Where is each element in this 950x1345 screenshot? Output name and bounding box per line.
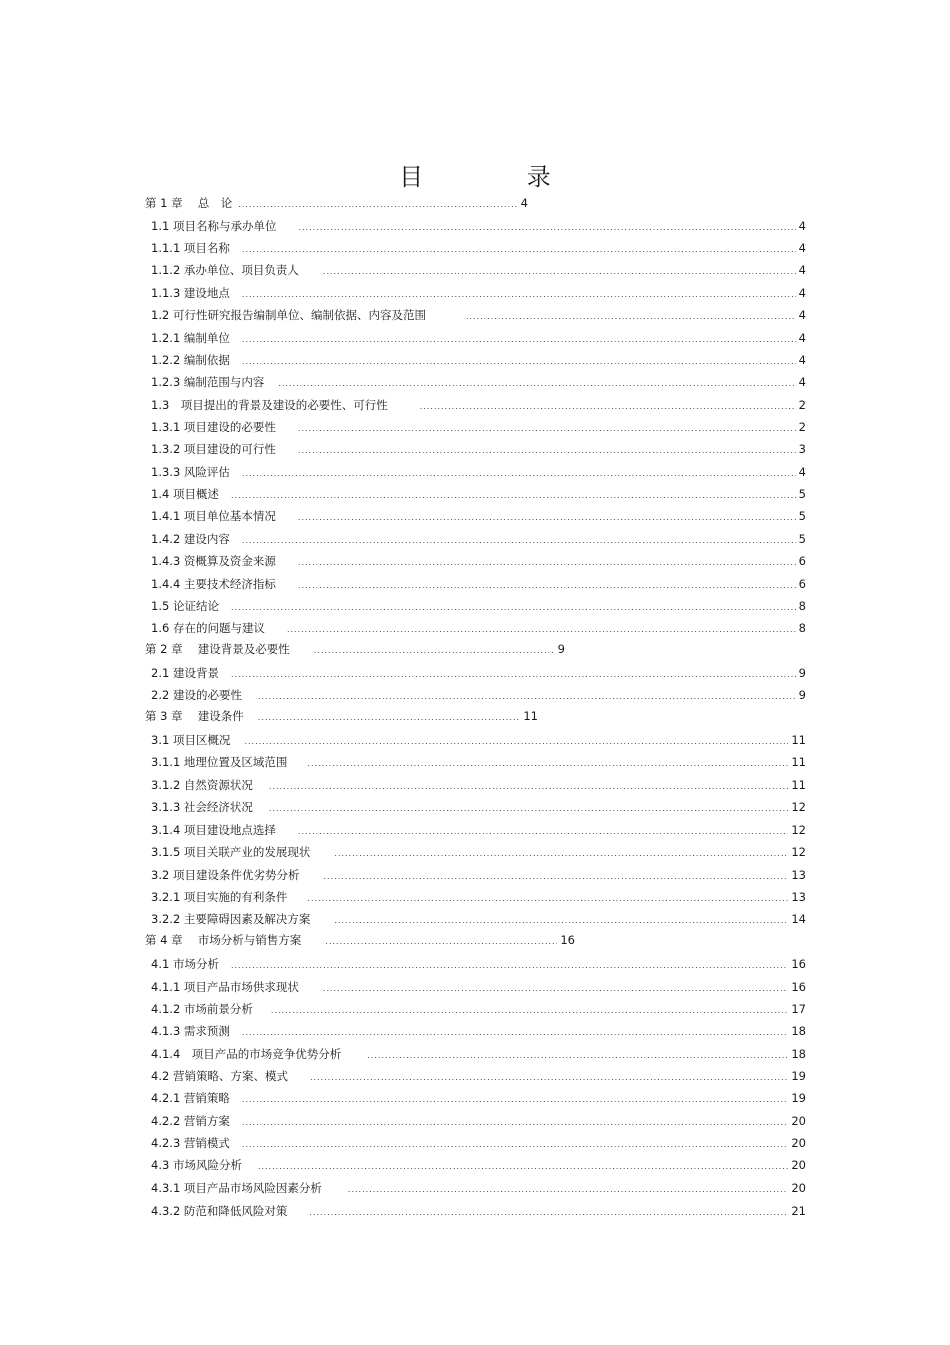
toc-section-entry[interactable] [151,1023,806,1039]
toc-entry-label: 1.6 存在的问题与建议 [151,621,265,635]
toc-page-number: 4 [520,196,528,210]
toc-entry-label: 3.1.3 社会经济状况 [151,800,253,814]
toc-entry-label: 1.2.3 编制范围与内容 [151,375,265,389]
toc-entry-label: 3.2 项目建设条件优劣势分析 [151,868,300,882]
toc-page-number: 3 [798,442,806,456]
dot-leader [271,1003,788,1017]
toc-page-number: 13 [791,890,806,904]
toc-section-entry[interactable] [151,1090,806,1106]
dot-leader [298,443,796,457]
toc-page-number: 19 [791,1091,806,1105]
toc-page-number: 14 [791,912,806,926]
dot-leader [298,220,795,234]
dot-leader [242,533,796,547]
toc-page-number: 16 [560,933,575,947]
toc-entry-label: 1.3.2 项目建设的可行性 [151,442,276,456]
toc-page-number: 9 [798,666,806,680]
toc-entry-label: 3.2.1 项目实施的有利条件 [151,890,288,904]
dot-leader [269,801,788,815]
toc-section-entry[interactable] [151,777,806,793]
toc-section-entry[interactable] [151,1046,806,1062]
toc-section-entry[interactable] [151,397,806,413]
toc-page-number: 4 [798,263,806,277]
toc-chapter-entry[interactable] [145,708,538,724]
toc-section-entry[interactable] [151,1157,806,1173]
dot-leader [298,555,796,569]
toc-section-entry[interactable] [151,531,806,547]
dot-leader [242,242,796,256]
toc-page-number: 16 [791,957,806,971]
toc-entry-label: 第 1 章 总 论 [145,196,233,210]
dot-leader [244,734,788,748]
toc-page-number: 4 [798,375,806,389]
dot-leader [323,981,788,995]
toc-page-number: 12 [791,800,806,814]
dot-leader [242,1092,788,1106]
toc-section-entry[interactable] [151,911,806,927]
toc-section-entry[interactable] [151,844,806,860]
toc-entry-label: 4.3.2 防范和降低风险对策 [151,1204,288,1218]
toc-page-number: 4 [798,241,806,255]
dot-leader [242,466,796,480]
toc-page-number: 5 [798,487,806,501]
toc-section-entry[interactable] [151,1068,806,1084]
toc-section-entry[interactable] [151,799,806,815]
toc-section-entry[interactable] [151,441,806,457]
dot-leader [466,309,796,323]
toc-entry-label: 4.1 市场分析 [151,957,219,971]
dot-leader [242,287,796,301]
toc-page-number: 9 [557,642,565,656]
toc-entry-label: 4.1.1 项目产品市场供求现状 [151,980,299,994]
toc-entry-label: 4.2.2 营销方案 [151,1114,230,1128]
toc-page-number: 6 [798,554,806,568]
toc-section-entry[interactable] [151,1203,806,1219]
toc-section-entry[interactable] [151,553,806,569]
toc-entry-label: 第 4 章 市场分析与销售方案 [145,933,302,947]
toc-section-entry[interactable] [151,262,806,278]
dot-leader [242,332,796,346]
toc-entry-label: 1.2.2 编制依据 [151,353,230,367]
toc-entry-label: 4.1.2 市场前景分析 [151,1002,253,1016]
toc-section-entry[interactable] [151,889,806,905]
dot-leader [323,869,788,883]
toc-section-entry[interactable] [151,419,806,435]
dot-leader [298,510,796,524]
toc-section-entry[interactable] [151,486,806,502]
toc-section-entry[interactable] [151,620,806,636]
toc-page-number: 4 [798,465,806,479]
toc-page-number: 2 [798,420,806,434]
dot-leader [231,667,796,681]
toc-entry-label: 4.2 营销策略、方案、模式 [151,1069,288,1083]
toc-entry-label: 1.4.2 建设内容 [151,532,230,546]
toc-page-number: 11 [523,709,538,723]
toc-entry-label: 1.3.1 项目建设的必要性 [151,420,276,434]
dot-leader [323,264,796,278]
toc-page-number: 8 [798,599,806,613]
toc-section-entry[interactable] [151,218,806,234]
dot-leader [307,756,788,770]
toc-page-number: 4 [798,331,806,345]
dot-leader [298,421,796,435]
toc-page-number: 21 [791,1204,806,1218]
dot-leader [334,846,788,860]
toc-entry-label: 4.3.1 项目产品市场风险因素分析 [151,1181,322,1195]
dot-leader [309,1205,788,1219]
toc-section-entry[interactable] [151,956,806,972]
toc-page-number: 5 [798,532,806,546]
toc-entry-label: 1.1 项目名称与承办单位 [151,219,277,233]
toc-section-entry[interactable] [151,1113,806,1129]
toc-entry-label: 1.4.3 资概算及资金来源 [151,554,276,568]
toc-page-number: 11 [791,778,806,792]
dot-leader [314,643,555,657]
toc-page-number: 18 [791,1024,806,1038]
dot-leader [367,1048,788,1062]
toc-section-entry[interactable] [151,822,806,838]
dot-leader [269,779,788,793]
dot-leader [238,197,517,211]
toc-page-number: 20 [791,1181,806,1195]
toc-entry-label: 1.3.3 风险评估 [151,465,230,479]
dot-leader [242,1115,788,1129]
toc-section-entry[interactable] [151,1001,806,1017]
toc-chapter-entry[interactable] [145,195,528,211]
dot-leader [242,354,796,368]
toc-page-number: 2 [798,398,806,412]
toc-section-entry[interactable] [151,598,806,614]
dot-leader [242,1025,788,1039]
toc-page-number: 17 [791,1002,806,1016]
toc-entry-label: 4.2.3 营销模式 [151,1136,230,1150]
toc-page-number: 18 [791,1047,806,1061]
dot-leader [348,1182,788,1196]
toc-section-entry[interactable] [151,240,806,256]
dot-leader [420,399,796,413]
toc-page-number: 6 [798,577,806,591]
toc-page-number: 9 [798,688,806,702]
dot-leader [258,710,521,724]
toc-page-number: 4 [798,353,806,367]
toc-page-number: 13 [791,868,806,882]
toc-chapter-entry[interactable] [145,641,565,657]
toc-page-number: 16 [791,980,806,994]
dot-leader [287,622,796,636]
toc-entry-label: 2.1 建设背景 [151,666,219,680]
toc-entry-label: 1.3 项目提出的背景及建设的必要性、可行性 [151,398,388,412]
dot-leader [334,913,788,927]
dot-leader [258,1159,788,1173]
toc-page-number: 4 [798,308,806,322]
toc-entry-label: 1.1.1 项目名称 [151,241,230,255]
toc-page-number: 20 [791,1114,806,1128]
toc-entry-label: 3.1.5 项目关联产业的发展现状 [151,845,311,859]
toc-section-entry[interactable] [151,352,806,368]
dot-leader [298,824,788,838]
toc-entry-label: 1.1.3 建设地点 [151,286,230,300]
toc-section-entry[interactable] [151,330,806,346]
dot-leader [310,1070,788,1084]
toc-page-number: 20 [791,1136,806,1150]
toc-page-number: 12 [791,823,806,837]
dot-leader [231,600,796,614]
toc-section-entry[interactable] [151,732,806,748]
toc-section-entry[interactable] [151,464,806,480]
dot-leader [242,1137,788,1151]
toc-entry-label: 3.2.2 主要障碍因素及解决方案 [151,912,311,926]
toc-section-entry[interactable] [151,665,806,681]
toc-section-entry[interactable] [151,374,806,390]
toc-entry-label: 第 3 章 建设条件 [145,709,244,723]
toc-entry-label: 3.1.4 项目建设地点选择 [151,823,276,837]
toc-section-entry[interactable] [151,576,806,592]
toc-section-entry[interactable] [151,508,806,524]
toc-page-number: 12 [791,845,806,859]
toc-entry-label: 4.2.1 营销策略 [151,1091,230,1105]
toc-page-number: 4 [798,219,806,233]
toc-page-number: 11 [791,755,806,769]
toc-entry-label: 3.1.1 地理位置及区域范围 [151,755,288,769]
dot-leader [231,488,796,502]
toc-entry-label: 4.1.4 项目产品的市场竞争优势分析 [151,1047,342,1061]
toc-section-entry[interactable] [151,979,806,995]
toc-entry-label: 3.1.2 自然资源状况 [151,778,253,792]
toc-chapter-entry[interactable] [145,932,575,948]
toc-entry-label: 4.3 市场风险分析 [151,1158,242,1172]
toc-section-entry[interactable] [151,1180,806,1196]
toc-entry-label: 1.4 项目概述 [151,487,219,501]
toc-page-number: 11 [791,733,806,747]
toc-section-entry[interactable] [151,867,806,883]
dot-leader [298,578,796,592]
toc-title: 目 录 [399,163,599,191]
toc-section-entry[interactable] [151,687,806,703]
toc-entry-label: 1.4.4 主要技术经济指标 [151,577,276,591]
toc-entry-label: 1.2 可行性研究报告编制单位、编制依据、内容及范围 [151,308,426,322]
toc-entry-label: 1.4.1 项目单位基本情况 [151,509,276,523]
toc-page-number: 20 [791,1158,806,1172]
toc-section-entry[interactable] [151,307,806,323]
toc-page-number: 19 [791,1069,806,1083]
dot-leader [258,689,796,703]
toc-entry-label: 1.2.1 编制单位 [151,331,230,345]
toc-page-number: 8 [798,621,806,635]
dot-leader [231,958,788,972]
dot-leader [307,891,788,905]
toc-entry-label: 2.2 建设的必要性 [151,688,242,702]
toc-section-entry[interactable] [151,285,806,301]
toc-entry-label: 1.1.2 承办单位、项目负责人 [151,263,299,277]
toc-entry-label: 第 2 章 建设背景及必要性 [145,642,290,656]
toc-section-entry[interactable] [151,1135,806,1151]
toc-section-entry[interactable] [151,754,806,770]
toc-page-number: 4 [798,286,806,300]
toc-entry-label: 3.1 项目区概况 [151,733,231,747]
toc-entry-label: 4.1.3 需求预测 [151,1024,230,1038]
toc-page-number: 5 [798,509,806,523]
dot-leader [325,934,557,948]
dot-leader [278,376,795,390]
toc-entry-label: 1.5 论证结论 [151,599,219,613]
